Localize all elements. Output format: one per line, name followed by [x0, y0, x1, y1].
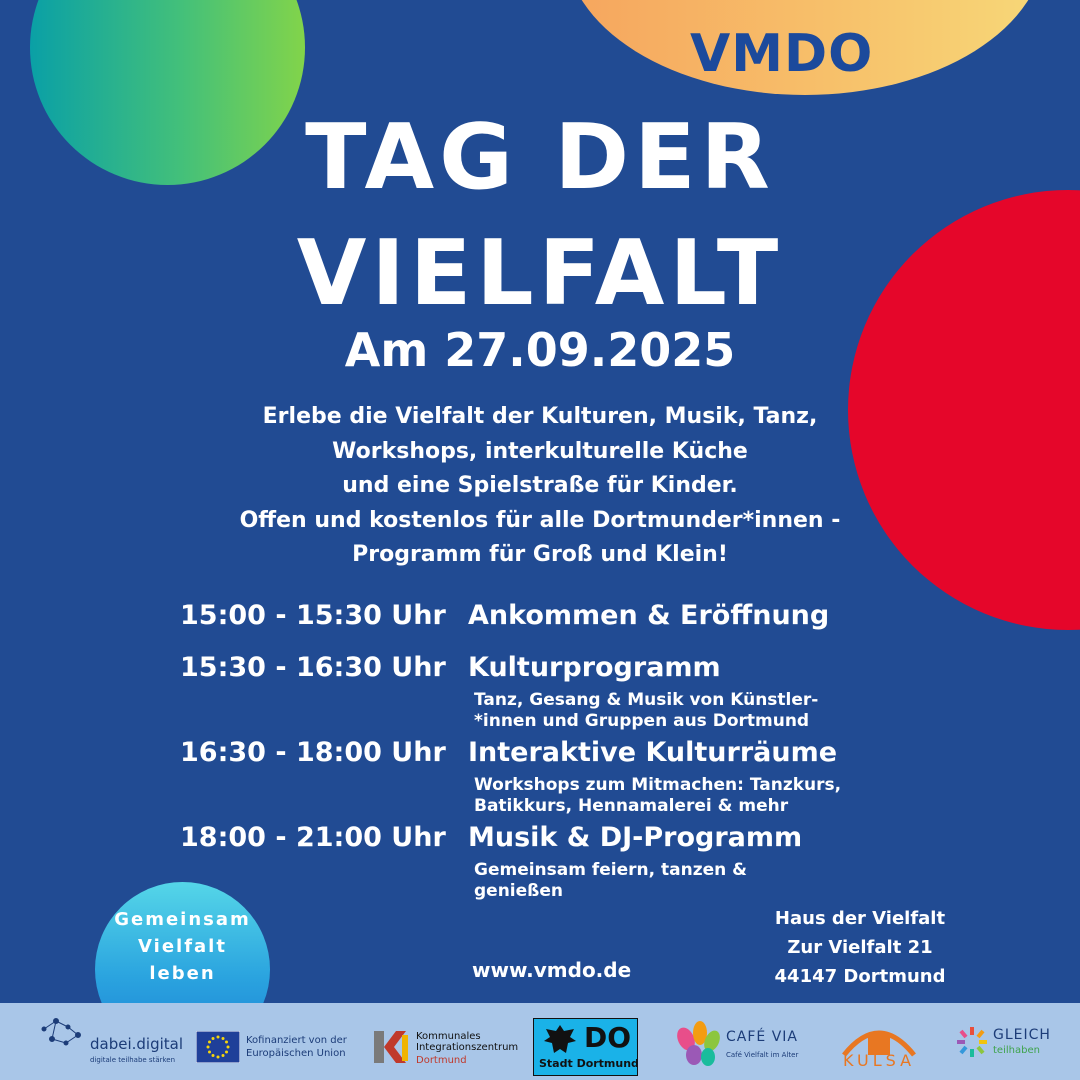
- cafe-via-name: CAFÉ VIA: [726, 1029, 798, 1045]
- title-line-1: TAG DER: [305, 105, 775, 210]
- program-detail-line: genießen: [474, 881, 564, 901]
- eu-line-1: Kofinanziert von der: [246, 1035, 347, 1046]
- program-title: Ankommen & Eröffnung: [468, 600, 830, 631]
- gleich-name: GLEICH: [993, 1027, 1051, 1043]
- program-details: [474, 775, 841, 817]
- ki-line-3: Dortmund: [416, 1055, 467, 1066]
- program-title: Musik & DJ-Programm: [468, 822, 803, 853]
- sun-icon: [955, 1025, 989, 1059]
- dabei-digital-tagline: digitale teilhabe stärken: [90, 1056, 176, 1064]
- venue-address: [745, 904, 975, 991]
- stadt-dortmund-logo: [533, 1018, 638, 1076]
- cafe-via-tagline: Café Vielfalt im Alter: [726, 1051, 799, 1059]
- program-detail-line: Batikkurs, Hennamalerei & mehr: [474, 796, 789, 816]
- description-line: und eine Spielstraße für Kinder.: [342, 473, 738, 498]
- ki-line-2: Integrationszentrum: [416, 1042, 519, 1053]
- slogan-line: Vielfalt: [138, 936, 227, 957]
- website-link[interactable]: www.vmdo.de: [472, 958, 632, 982]
- eu-line-2: Europäischen Union: [246, 1048, 346, 1059]
- slogan: [95, 906, 270, 987]
- description-line: Workshops, interkulturelle Küche: [332, 438, 748, 464]
- stadt-dortmund-badge: DO: [584, 1021, 632, 1054]
- program-detail-line: Workshops zum Mitmachen: Tanzkurs,: [474, 775, 842, 795]
- vmdo-logo: VMDO: [690, 24, 874, 84]
- gleich-teilhaben-logo: [955, 1021, 1065, 1065]
- program-title: Interaktive Kulturräume: [468, 737, 838, 768]
- title-line-2: VIELFALT: [296, 221, 784, 326]
- program-details: [474, 860, 747, 902]
- page-title: [150, 100, 930, 332]
- program-time: 15:00 - 15:30 Uhr: [180, 600, 446, 631]
- kulsa-logo: [838, 1017, 920, 1073]
- description-line: Offen und kostenlos für alle Dortmunder*innen -: [239, 507, 841, 533]
- slogan-line: leben: [149, 963, 216, 984]
- event-date: Am 27.09.2025: [344, 323, 736, 377]
- dabei-digital-logo: [36, 1013, 184, 1071]
- program-time: 18:00 - 21:00 Uhr: [180, 822, 446, 853]
- program-title: Kulturprogramm: [468, 652, 721, 683]
- address-line: Zur Vielfalt 21: [787, 937, 933, 958]
- ki-logo-icon: [372, 1029, 412, 1065]
- address-line: 44147 Dortmund: [774, 966, 946, 987]
- program-details: [474, 690, 818, 732]
- sponsor-footer: [0, 1003, 1080, 1080]
- program-time: 15:30 - 16:30 Uhr: [180, 652, 446, 683]
- event-description: [180, 400, 900, 573]
- eu-flag-icon: [196, 1031, 240, 1063]
- slogan-line: Gemeinsam: [114, 909, 251, 930]
- description-line: Erlebe die Vielfalt der Kulturen, Musik, Tanz,: [262, 404, 818, 429]
- program-detail-line: Tanz, Gesang & Musik von Künstler-: [474, 690, 819, 710]
- ki-line-1: Kommunales: [416, 1031, 481, 1042]
- gleich-tagline: teilhaben: [993, 1045, 1040, 1056]
- cafe-via-logo: [672, 1019, 822, 1071]
- network-icon: [36, 1013, 96, 1053]
- program-detail-line: Gemeinsam feiern, tanzen &: [474, 860, 747, 880]
- dabei-digital-name: dabei.digital: [90, 1035, 184, 1053]
- ki-dortmund-logo: [372, 1029, 522, 1067]
- program-detail-line: *innen und Gruppen aus Dortmund: [474, 711, 810, 731]
- eagle-icon: [540, 1023, 580, 1057]
- description-line: Programm für Groß und Klein!: [352, 542, 728, 567]
- leaves-icon: [672, 1019, 724, 1069]
- eu-cofinanced-logo: [196, 1031, 346, 1067]
- address-line: Haus der Vielfalt: [774, 908, 946, 929]
- kulsa-name: KULSA: [842, 1051, 916, 1070]
- program-time: 16:30 - 18:00 Uhr: [180, 737, 446, 768]
- stadt-dortmund-name: Stadt Dortmund: [539, 1057, 639, 1070]
